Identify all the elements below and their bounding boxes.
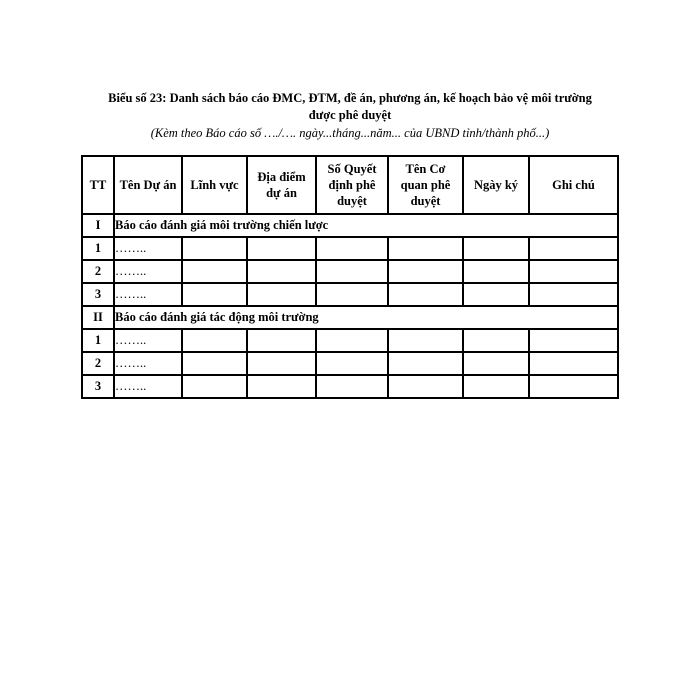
row-number: 2 (82, 260, 114, 283)
agency-cell (388, 283, 463, 306)
agency-cell (388, 329, 463, 352)
field-cell (182, 283, 247, 306)
agency-cell (388, 260, 463, 283)
decision-cell (316, 375, 388, 398)
location-cell (247, 352, 316, 375)
title-line-2: được phê duyệt (308, 108, 392, 122)
location-cell (247, 329, 316, 352)
field-cell (182, 329, 247, 352)
table-header-row (82, 156, 618, 214)
date-cell (463, 260, 529, 283)
date-cell (463, 329, 529, 352)
table-row (82, 260, 618, 283)
decision-cell (316, 260, 388, 283)
document-subtitle: (Kèm theo Báo cáo số …./…. ngày...tháng...năm... của UBND tỉnh/thành phố...) (150, 126, 550, 140)
header-signed-date: Ngày ký (463, 156, 529, 214)
project-name-cell: …….. (114, 237, 182, 260)
row-number: 2 (82, 352, 114, 375)
notes-cell (529, 260, 618, 283)
header-agency-line-2: quan phê (400, 178, 451, 192)
row-number: 1 (82, 329, 114, 352)
field-cell (182, 260, 247, 283)
header-location-line-1: Địa điểm (257, 170, 306, 184)
date-cell (463, 283, 529, 306)
header-field: Lĩnh vực (182, 156, 247, 214)
row-number: 3 (82, 375, 114, 398)
section-number: II (82, 306, 114, 329)
date-cell (463, 352, 529, 375)
header-decision-line-2: định phê (328, 178, 376, 192)
project-name-cell: …….. (114, 283, 182, 306)
agency-cell (388, 352, 463, 375)
document-title (80, 90, 620, 124)
decision-cell (316, 283, 388, 306)
field-cell (182, 237, 247, 260)
header-approving-agency (388, 156, 463, 214)
date-cell (463, 237, 529, 260)
decision-cell (316, 237, 388, 260)
header-location-line-2: dự án (266, 186, 297, 200)
table-row (82, 283, 618, 306)
header-decision-number (316, 156, 388, 214)
row-number: 1 (82, 237, 114, 260)
section-label: Báo cáo đánh giá tác động môi trường (114, 306, 618, 329)
header-location (247, 156, 316, 214)
project-name-cell: …….. (114, 375, 182, 398)
notes-cell (529, 375, 618, 398)
header-tt: TT (82, 156, 114, 214)
notes-cell (529, 352, 618, 375)
location-cell (247, 237, 316, 260)
field-cell (182, 375, 247, 398)
project-name-cell: …….. (114, 352, 182, 375)
notes-cell (529, 329, 618, 352)
notes-cell (529, 283, 618, 306)
field-cell (182, 352, 247, 375)
header-decision-line-1: Số Quyết (327, 162, 377, 176)
title-line-1: Biểu số 23: Danh sách báo cáo ĐMC, ĐTM, đề án, phương án, kế hoạch bảo vệ môi trường (108, 91, 592, 105)
section-label: Báo cáo đánh giá môi trường chiến lược (114, 214, 618, 237)
table-row (82, 352, 618, 375)
location-cell (247, 283, 316, 306)
report-table (81, 155, 619, 399)
agency-cell (388, 237, 463, 260)
date-cell (463, 375, 529, 398)
section-number: I (82, 214, 114, 237)
section-row (82, 214, 618, 237)
agency-cell (388, 375, 463, 398)
notes-cell (529, 237, 618, 260)
project-name-cell: …….. (114, 329, 182, 352)
header-agency-line-1: Tên Cơ (405, 162, 446, 176)
table-row (82, 329, 618, 352)
location-cell (247, 260, 316, 283)
header-decision-line-3: duyệt (337, 194, 367, 208)
decision-cell (316, 352, 388, 375)
decision-cell (316, 329, 388, 352)
header-project-name: Tên Dự án (114, 156, 182, 214)
section-row (82, 306, 618, 329)
row-number: 3 (82, 283, 114, 306)
project-name-cell: …….. (114, 260, 182, 283)
table-row (82, 237, 618, 260)
location-cell (247, 375, 316, 398)
table-row (82, 375, 618, 398)
document-header (80, 90, 620, 142)
header-notes: Ghi chú (529, 156, 618, 214)
header-agency-line-3: duyệt (410, 194, 441, 208)
